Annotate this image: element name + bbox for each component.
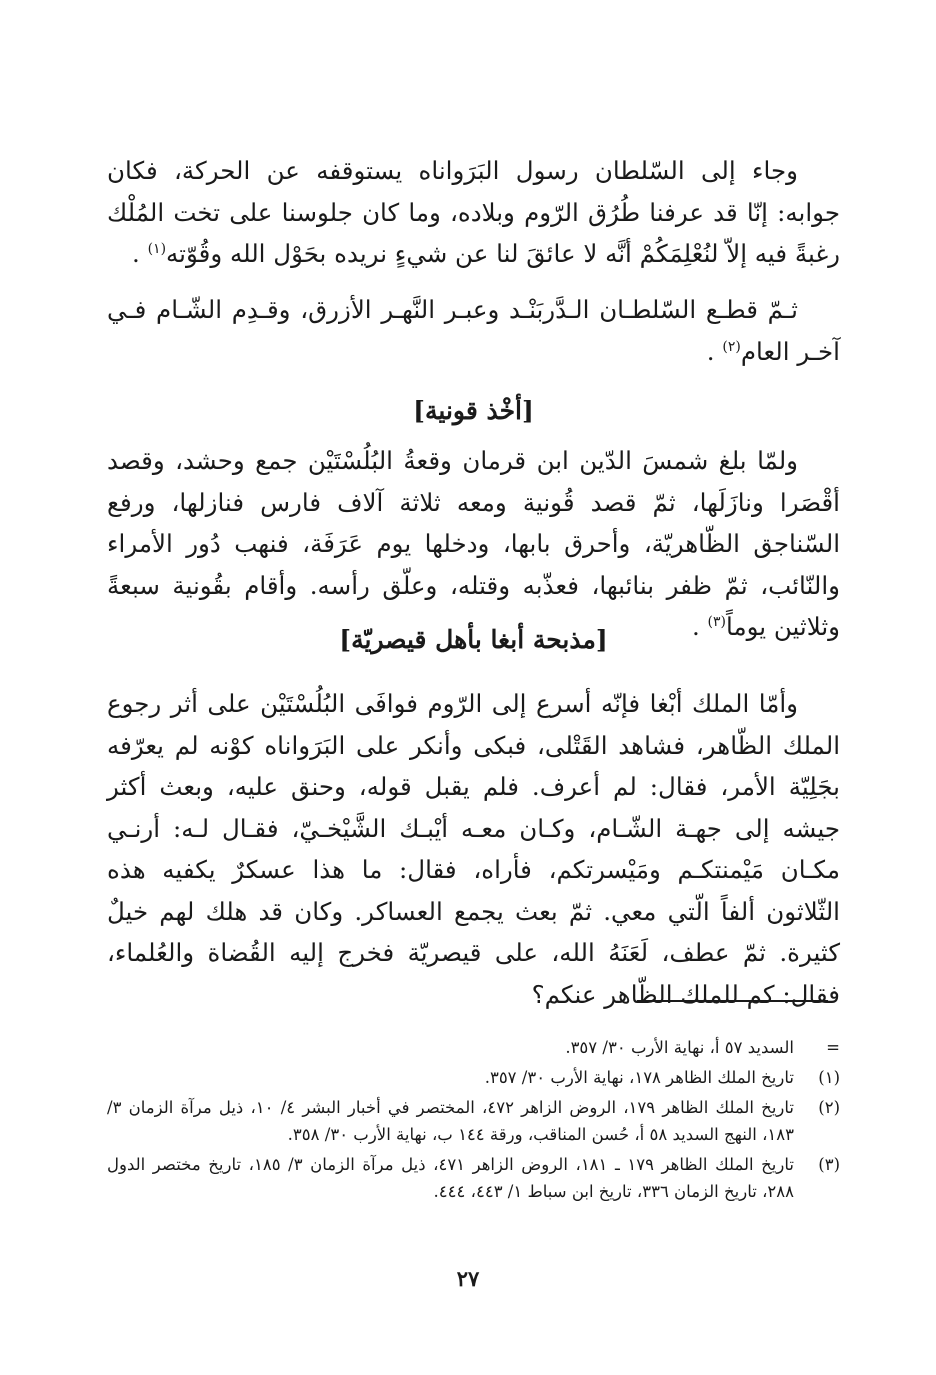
footnote-2 [107,1094,840,1148]
footnote-3 [107,1151,840,1205]
footnote-continued [107,1034,840,1061]
footnote-1 [107,1064,840,1091]
footnote-ref-2[interactable]: (٢) [722,338,741,355]
paragraph-3 [107,440,840,648]
footnote-ref-3[interactable]: (٣) [707,613,727,630]
footnote-separator [637,1000,828,1002]
paragraph-2-text: ثـمّ قطـع السّلطـان الـدَّربَنْـد وعبـر النَّهـر الأزرق، وقـدِم الشّـام فـي آخـر العام [107,295,840,366]
footnotes [107,1034,840,1208]
footnote-mark: (١) [818,1068,840,1087]
footnote-mark: (٣) [818,1155,840,1174]
paragraph-4 [107,683,840,1015]
section-heading-konya: [أخْذ قونية] [413,396,534,425]
footnote-ref-1[interactable]: (١) [147,240,167,257]
paragraph-1-text: وجاء إلى السّلطان رسول البَرَواناه يستوقفه عن الحركة، فكان جوابه: إنّا قد عرفنا طُرُق الرّوم وبلاده، وما كان جلوسنا على تخت المُلْك رغبةً فيه إلاّ لنُعْلِمَكُمْ أنَّه لا عائقَ لنا عن شيءٍ نريده بحَوْل الله وقُوّته [107,156,840,268]
paragraph-2-end: . [706,336,723,366]
paragraph-4-text: وأمّا الملك أبْغا فإنّه أسرع إلى الرّوم فوافَى البُلُسْتَيْن على أثر رجوع الملك الظّاهر، فشاهد القَتْلى، فبكى وأنكر على البَرَواناه كوْنه لم يعرّفه بجَلِيّة الأمر، فقال: لم أعرف. فلم يقبل قوله، وحنق عليه، وبعث أكثر جيشه إلى جهـة الشّـام، وكـان معـه أيْبـك الشَّيْخـيّ، فقـال لـه: أرنـي مكـان مَيْمنتكـم ومَيْسرتكم، فأراه، فقال: ما هذا عسكرٌ يكفيه هذه الثّلاثون ألفاً الّتي معي. ثمّ بعث يجمع العساكر. وكان قد هلك لهم خيلٌ كثيرة. ثمّ عطف، لَعَنَهُ الله، على قيصريّة فخرج إليه القُضاة والعُلماء، فقال: كم للملك الظّاهر عنكم؟ [107,689,840,1009]
section-heading-caesarea: [مذبحة أبغا بأهل قيصريّة] [339,625,608,654]
footnote-text: تاريخ الملك الظاهر ١٧٩ ـ ١٨١، الروض الزاهر ٤٧١، ذيل مرآة الزمان ٣/ ١٨٥، تاريخ مختصر الدول ٢٨٨، تاريخ الزمان ٣٣٦، تاريخ ابن سباط ١/ ٤٤٣، ٤٤٤. [107,1155,794,1201]
paragraph-1 [107,150,840,275]
paragraph-3-text: ولمّا بلغ شمسَ الدّين ابن قرمان وقعةُ البُلُسْتَيْن جمع وحشد، وقصد أقْصَرا ونازَلَها، ثمّ قصد قُونية ومعه ثلاثة آلاف فارس فنازلها، ورفع السّناجق الظّاهريّة، وأحرق بابها، ودخلها يوم عَرَفَة، فنهب دُور الأمراء والنّائب، ثمّ ظفر بنائبها، فعذّبه وقتله، وعلّق رأسه. وأقام بقُونية سبعةً وثلاثين يوماً [107,446,840,641]
footnote-text: السديد ٥٧ أ، نهاية الأرب ٣٠/ ٣٥٧. [565,1038,794,1057]
footnote-text: تاريخ الملك الظاهر ١٧٩، الروض الزاهر ٤٧٢، المختصر في أخبار البشر ٤/ ١٠، ذيل مرآة الزمان ٣/ ١٨٣، النهج السديد ٥٨ أ، حُسن المناقب، ورقة ١٤٤ ب، نهاية الأرب ٣٠/ ٣٥٨. [107,1098,794,1144]
paragraph-1-end: . [131,239,148,268]
paragraph-2 [107,289,840,372]
footnote-text: تاريخ الملك الظاهر ١٧٨، نهاية الأرب ٣٠/ ٣٥٧. [484,1068,794,1087]
footnote-mark: (٢) [818,1098,840,1117]
page-number: ٢٧ [456,1266,480,1291]
footnote-mark: = [826,1038,840,1057]
paragraph-3-end: . [691,612,708,641]
